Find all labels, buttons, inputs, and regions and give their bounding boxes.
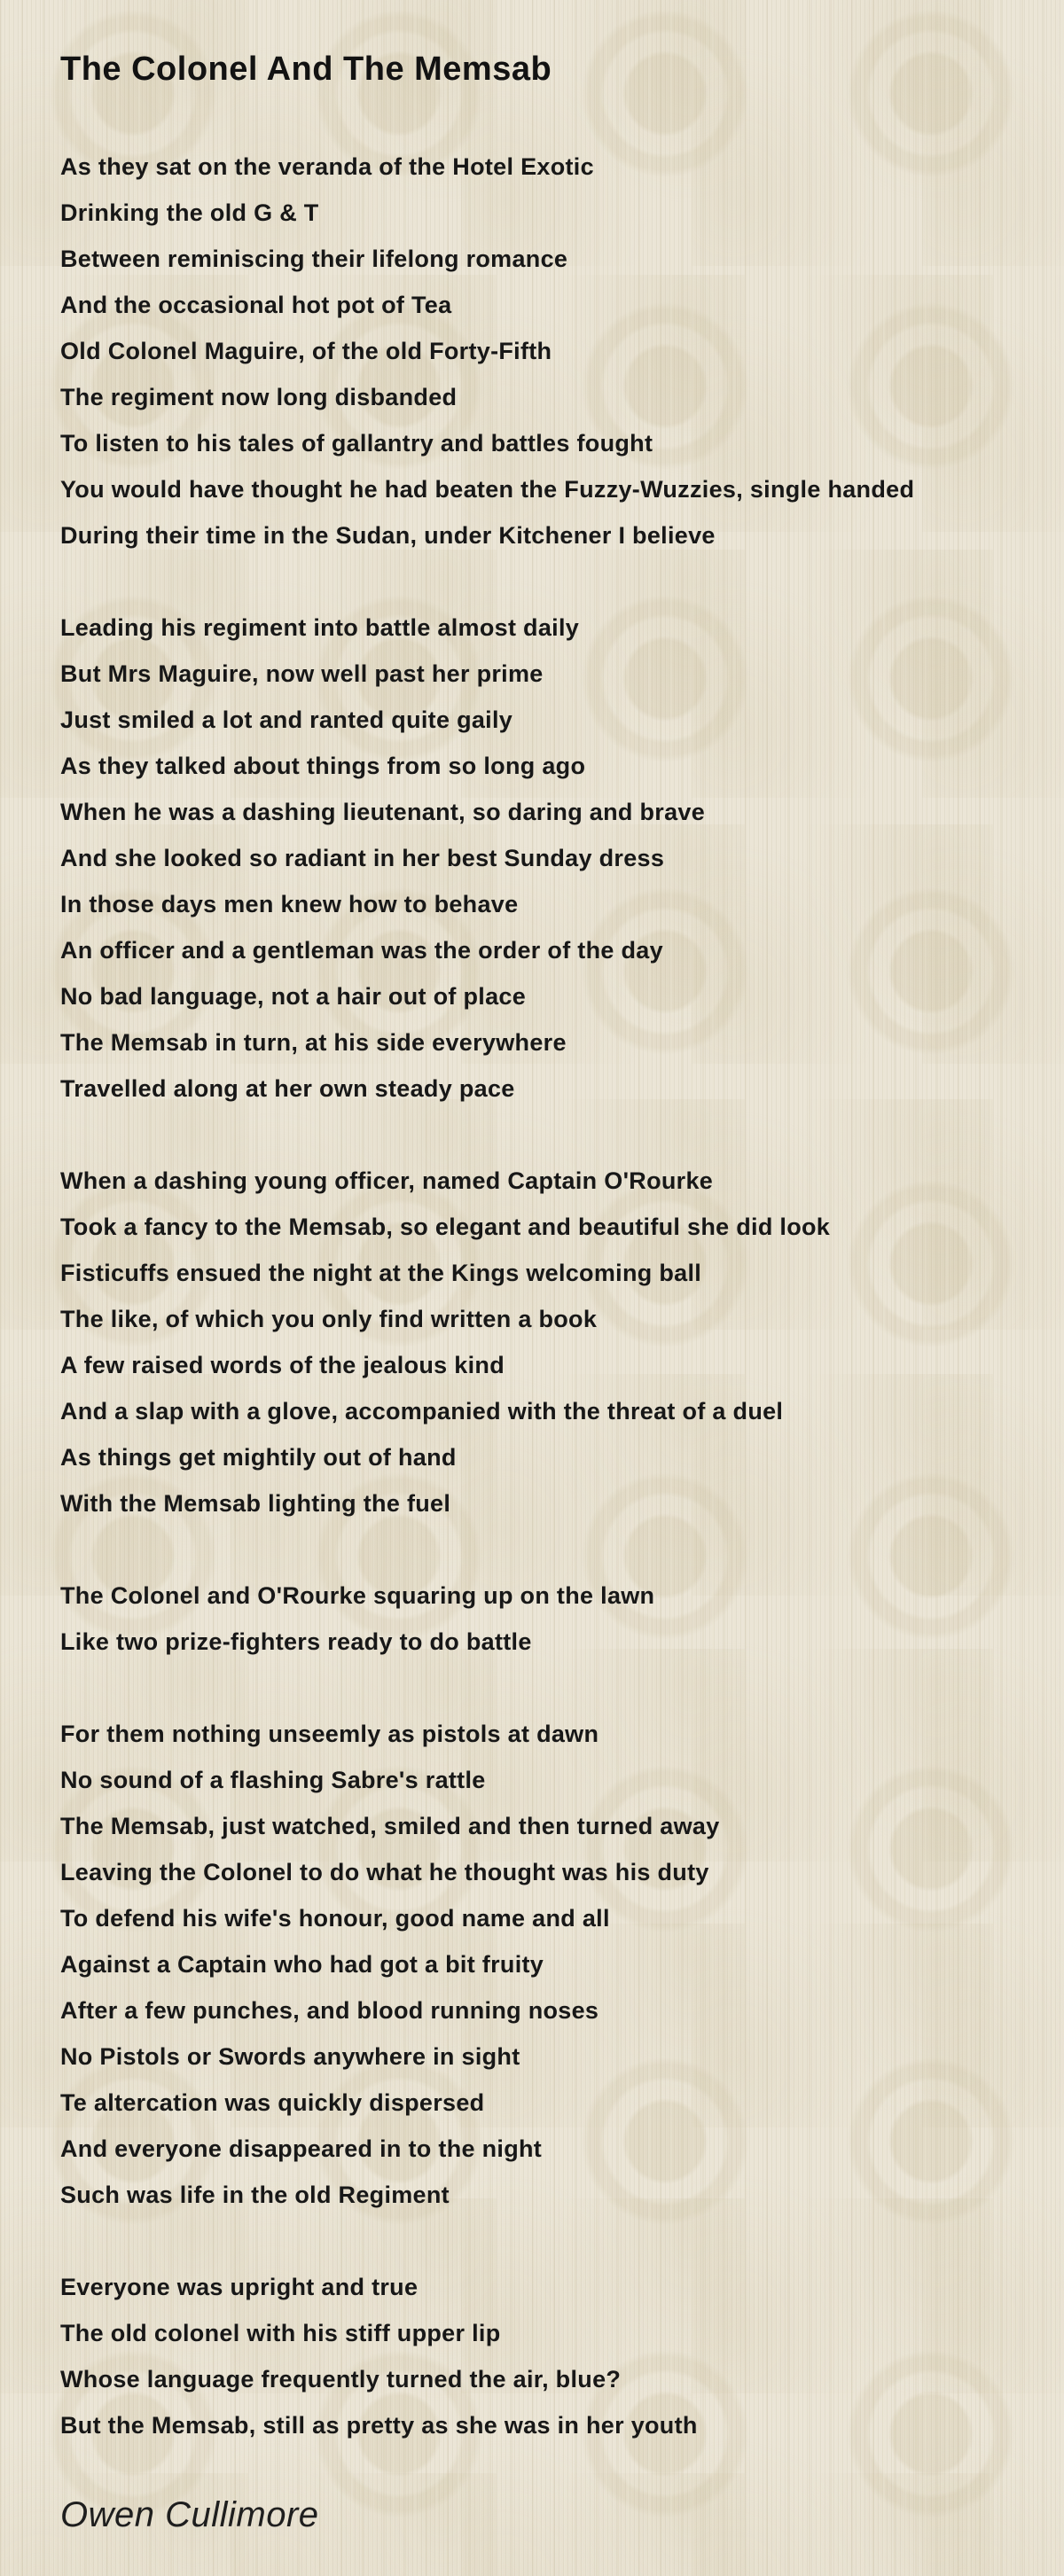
stanza: [60, 1711, 1064, 2218]
poem-line: And everyone disappeared in to the night: [60, 2135, 543, 2162]
poem-body: [60, 144, 1064, 2448]
poem-line: Everyone was upright and true: [60, 2274, 419, 2300]
poem-line: A few raised words of the jealous kind: [60, 1352, 505, 1378]
poem-line: Leading his regiment into battle almost daily: [60, 614, 580, 641]
poem-line: As things get mightily out of hand: [60, 1444, 457, 1471]
poem-line: The regiment now long disbanded: [60, 384, 458, 410]
poem-line: No Pistols or Swords anywhere in sight: [60, 2043, 520, 2070]
poem-line: But the Memsab, still as pretty as she was in her youth: [60, 2412, 698, 2439]
poem-line: Between reminiscing their lifelong romance: [60, 246, 568, 272]
poem-line: Drinking the old G & T: [60, 199, 319, 226]
poem-line: The like, of which you only find written a book: [60, 1306, 598, 1332]
poem-line: To listen to his tales of gallantry and battles fought: [60, 430, 653, 457]
poem-line: To defend his wife's honour, good name and all: [60, 1905, 610, 1932]
poem-line: As they talked about things from so long ago: [60, 753, 586, 779]
poem-line: And she looked so radiant in her best Sunday dress: [60, 845, 665, 871]
poem-line: Leaving the Colonel to do what he thought was his duty: [60, 1859, 709, 1885]
poem-line: Whose language frequently turned the air, blue?: [60, 2366, 622, 2393]
stanza: [60, 1158, 1064, 1526]
poem-line: But Mrs Maguire, now well past her prime: [60, 660, 544, 687]
poem-line: An officer and a gentleman was the order of the day: [60, 937, 663, 964]
poem-title: The Colonel And The Memsab: [60, 51, 552, 88]
poem-line: During their time in the Sudan, under Kitchener I believe: [60, 522, 716, 549]
poem-line: In those days men knew how to behave: [60, 891, 519, 917]
poem-line: And the occasional hot pot of Tea: [60, 292, 452, 318]
poem-line: No bad language, not a hair out of place: [60, 983, 527, 1010]
poem-line: The Memsab in turn, at his side everywhere: [60, 1029, 567, 1056]
poem-line: The Colonel and O'Rourke squaring up on the lawn: [60, 1582, 655, 1609]
poem-line: With the Memsab lighting the fuel: [60, 1490, 451, 1517]
poem-line: Old Colonel Maguire, of the old Forty-Fifth: [60, 338, 552, 364]
poem-line: You would have thought he had beaten the Fuzzy-Wuzzies, single handed: [60, 476, 915, 503]
poem-line: Te altercation was quickly dispersed: [60, 2089, 485, 2116]
poem-line: The Memsab, just watched, smiled and then turned away: [60, 1813, 720, 1839]
poem-line: After a few punches, and blood running noses: [60, 1997, 599, 2024]
poem-line: Like two prize-fighters ready to do battle: [60, 1628, 532, 1655]
poem-line: Took a fancy to the Memsab, so elegant and beautiful she did look: [60, 1214, 831, 1240]
stanza: [60, 2264, 1064, 2448]
poem-line: Fisticuffs ensued the night at the Kings welcoming ball: [60, 1260, 702, 1286]
poem-author: Owen Cullimore: [60, 2495, 319, 2534]
stanza: [60, 605, 1064, 1112]
poem-line: The old colonel with his stiff upper lip: [60, 2320, 501, 2346]
poem-line: Against a Captain who had got a bit fruity: [60, 1951, 544, 1978]
poem-line: When he was a dashing lieutenant, so daring and brave: [60, 799, 706, 825]
poem-line: As they sat on the veranda of the Hotel Exotic: [60, 153, 594, 180]
poem-line: And a slap with a glove, accompanied with the threat of a duel: [60, 1398, 784, 1425]
poem-line: For them nothing unseemly as pistols at dawn: [60, 1721, 599, 1747]
poem-line: No sound of a flashing Sabre's rattle: [60, 1767, 486, 1793]
stanza: [60, 1573, 1064, 1665]
poem-line: Such was life in the old Regiment: [60, 2182, 450, 2208]
poem-line: Just smiled a lot and ranted quite gaily: [60, 706, 513, 733]
stanza: [60, 144, 1064, 558]
poem-line: Travelled along at her own steady pace: [60, 1075, 515, 1102]
poem-line: When a dashing young officer, named Captain O'Rourke: [60, 1167, 714, 1194]
